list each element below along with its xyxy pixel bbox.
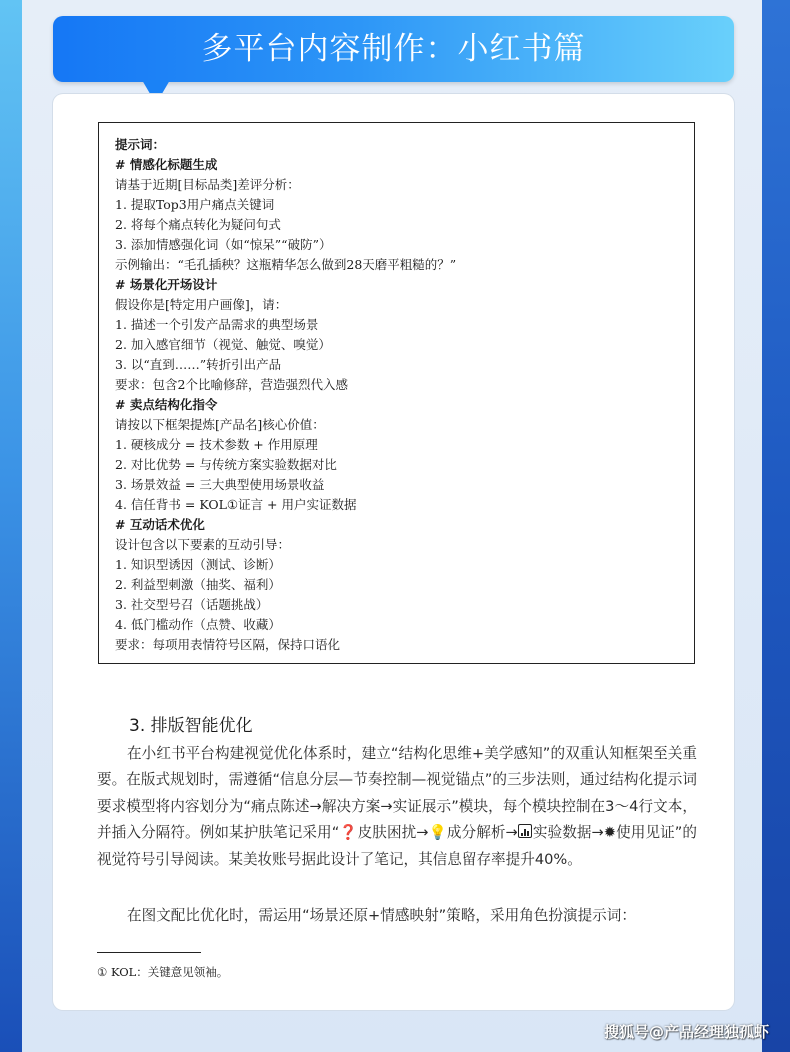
prompt-line: 1. 知识型诱因（测试、诊断）	[115, 557, 281, 572]
prompt-line: 1. 硬核成分 = 技术参数 + 作用原理	[115, 437, 318, 452]
prompt-heading: # 互动话术优化	[115, 517, 205, 532]
prompt-line: 4. 低门槛动作（点赞、收藏）	[115, 617, 281, 632]
prompt-line: 2. 利益型刺激（抽奖、福利）	[115, 577, 281, 592]
body-paragraph-2: 在图文配比优化时，需运用“场景还原+情感映射”策略，采用角色扮演提示词：	[127, 907, 636, 924]
prompt-line: 1. 提取Top3用户痛点关键词	[115, 197, 275, 212]
prompt-box	[98, 122, 695, 664]
prompt-line: 3. 社交型号召（话题挑战）	[115, 597, 269, 612]
content-card	[53, 94, 734, 1010]
prompt-heading: # 情感化标题生成	[115, 157, 218, 172]
footnote-divider	[97, 952, 201, 953]
section-heading: 3. 排版智能优化	[129, 716, 253, 736]
prompt-line: 2. 将每个痛点转化为疑问句式	[115, 217, 281, 232]
prompt-line: 1. 描述一个引发产品需求的典型场景	[115, 317, 319, 332]
prompt-line: 设计包含以下要素的互动引导：	[115, 537, 291, 552]
body-paragraph	[97, 741, 697, 873]
prompt-line: 3. 以“直到……”转折引出产品	[115, 357, 282, 372]
page-title: 多平台内容制作：小红书篇	[201, 31, 586, 67]
paragraph-text: 皮肤困扰→	[357, 824, 429, 842]
paragraph-text: 实验数据→	[532, 824, 604, 842]
prompt-line: 要求：每项用表情符号区隔，保持口语化	[115, 637, 341, 652]
paragraph-text: 使用见证”的视觉符号引导阅读。某美妆账号据此设计了笔记，其信息留存率提升40%。	[97, 824, 698, 868]
title-banner	[53, 16, 734, 82]
prompt-line: 2. 对比优势 = 与传统方案实验数据对比	[115, 457, 337, 472]
right-edge-gradient	[762, 0, 790, 1052]
prompt-line: 2. 加入感官细节（视觉、触觉、嗅觉）	[115, 337, 331, 352]
prompt-heading: # 场景化开场设计	[115, 277, 218, 292]
prompt-line: 示例输出：“毛孔插秧？这瓶精华怎么做到28天磨平粗糙的？”	[115, 257, 457, 272]
prompt-line: 请基于近期[目标品类]差评分析：	[115, 177, 300, 192]
prompt-line: 请按以下框架提炼[产品名]核心价值：	[115, 417, 325, 432]
question-mark-icon: ❓	[339, 824, 358, 842]
bar-chart-icon	[518, 824, 532, 838]
paragraph-text: 在小红书平台构建视觉优化体系时，建立“结构化思维+美学感知”的双重认知框架至关重要。在版式规划时，需遵循“信息分层—节奏控制—视觉锚点”的三步法则，通过结构化提示词要求模型将内容划分为“痛点陈述→解决方案→实证展示”模块，每个模块控制在3～4行文本，并插入分隔符。例如某护肤笔记采用“	[97, 745, 697, 842]
lightbulb-icon: 💡	[428, 824, 447, 842]
prompt-line: 要求：包含2个比喻修辞，营造强烈代入感	[115, 377, 348, 392]
prompt-heading: # 卖点结构化指令	[115, 397, 218, 412]
prompt-line: 3. 添加情感强化词（如“惊呆”“破防”）	[115, 237, 332, 252]
prompt-line: 3. 场景效益 = 三大典型使用场景收益	[115, 477, 325, 492]
prompt-heading: 提示词：	[115, 137, 166, 152]
paragraph-text: 成分解析→	[446, 824, 518, 842]
watermark: 搜狐号@产品经理独孤虾	[604, 1023, 770, 1041]
prompt-line: 4. 信任背书 = KOL①证言 + 用户实证数据	[115, 497, 357, 512]
left-edge-gradient	[0, 0, 22, 1052]
prompt-line: 假设你是[特定用户画像]，请：	[115, 297, 288, 312]
sparkle-icon: ✹	[603, 824, 617, 842]
footnote: ① KOL：关键意见领袖。	[97, 965, 229, 979]
